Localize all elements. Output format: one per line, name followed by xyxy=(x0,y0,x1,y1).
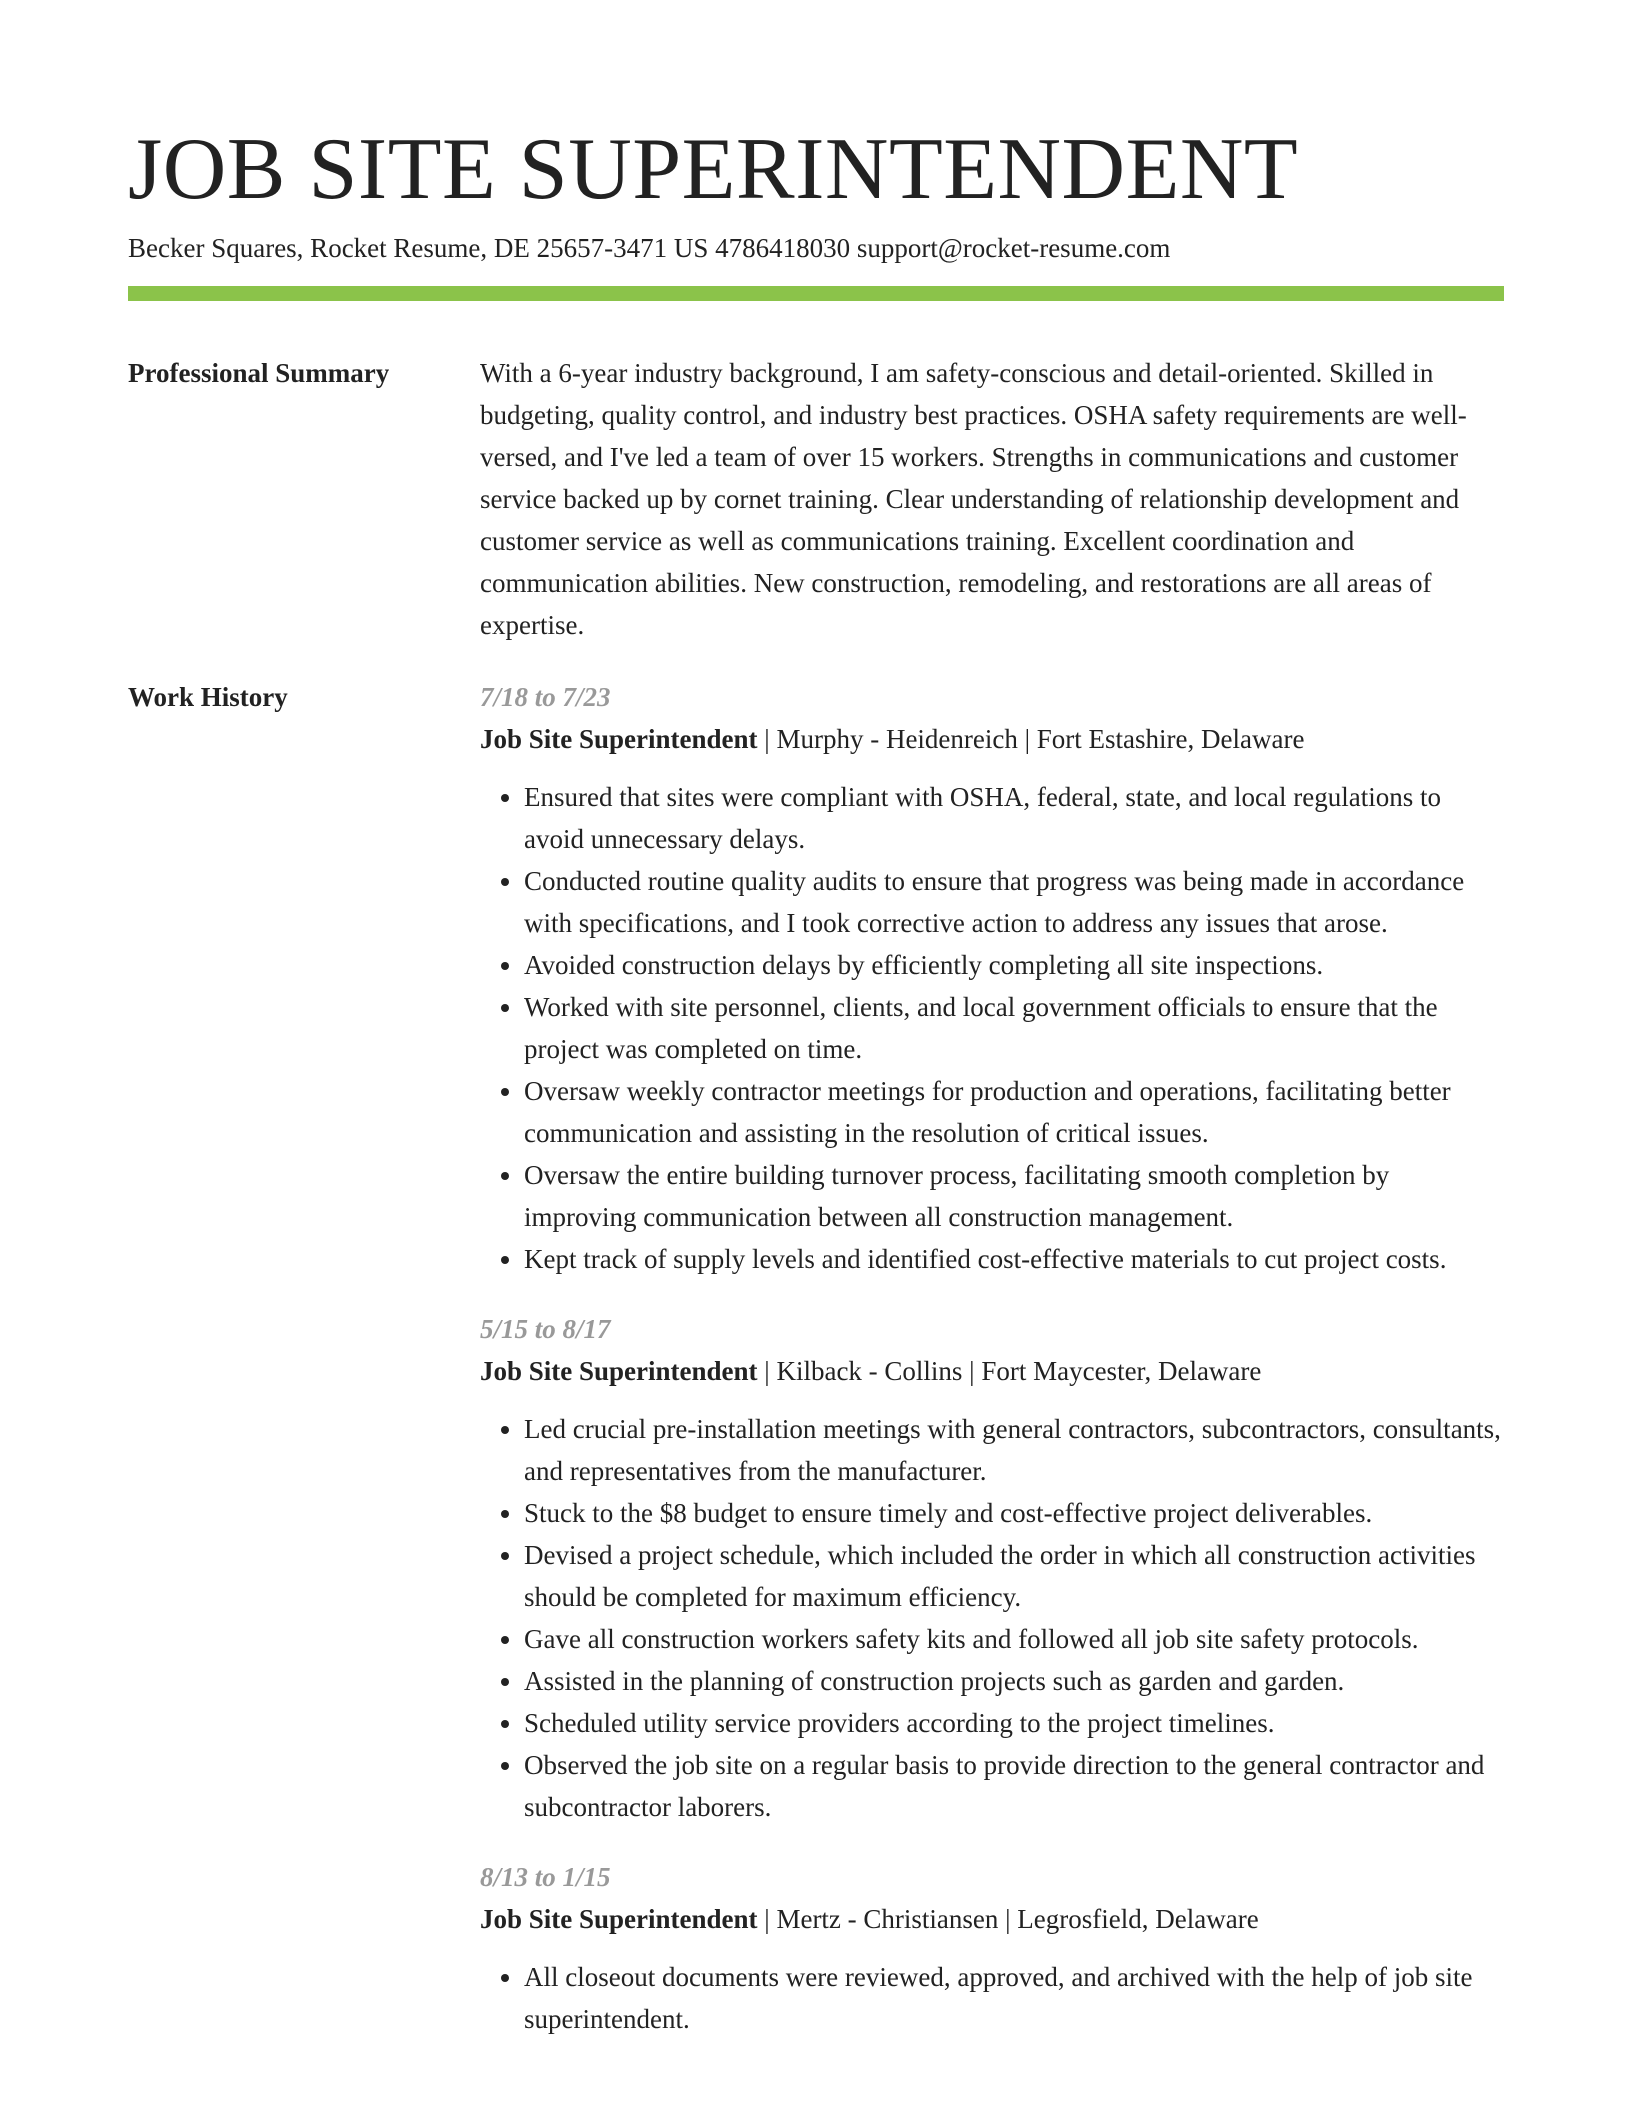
job-dates: 5/15 to 8/17 xyxy=(480,1314,611,1344)
job-title: Job Site Superintendent xyxy=(480,1356,758,1386)
job-bullet: • Avoided construction delays by efficiently completing all site inspections. xyxy=(524,944,1504,986)
summary-body xyxy=(480,352,1504,646)
job-entry xyxy=(480,1856,1504,2040)
job-employer-location: | Mertz - Christiansen | Legrosfield, Delaware xyxy=(757,1904,1259,1934)
job-bullet-list xyxy=(480,1956,1504,2040)
job-bullet: • Worked with site personnel, clients, and local government officials to ensure that the project was completed on time. xyxy=(524,986,1504,1070)
job-bullet: • Scheduled utility service providers according to the project timelines. xyxy=(524,1702,1504,1744)
job-bullet: • Assisted in the planning of construction projects such as garden and garden. xyxy=(524,1660,1504,1702)
job-heading xyxy=(480,1898,1504,1940)
job-title: Job Site Superintendent xyxy=(480,724,758,754)
job-bullet: • Conducted routine quality audits to ensure that progress was being made in accordance with specifications, and I took corrective action to address any issues that arose. xyxy=(524,860,1504,944)
job-bullet: • Ensured that sites were compliant with OSHA, federal, state, and local regulations to avoid unnecessary delays. xyxy=(524,776,1504,860)
job-heading xyxy=(480,718,1504,760)
job-bullet-list xyxy=(480,1408,1504,1828)
summary-text: With a 6-year industry background, I am safety-conscious and detail-oriented. Skilled in budgeting, quality control, and industry best practices. OSHA safety requirements are well-versed, and I've led a team of over 15 workers. Strengths in communications and customer service backed up by cornet training. Clear understanding of relationship development and customer service as well as communications training. Excellent coordination and communication abilities. New construction, remodeling, and restorations are all areas of expertise. xyxy=(480,358,1467,640)
section-heading-work-history: Work History xyxy=(128,682,288,712)
header-divider xyxy=(128,286,1504,301)
job-bullet: • Gave all construction workers safety kits and followed all job site safety protocols. xyxy=(524,1618,1504,1660)
job-bullet: • Oversaw the entire building turnover process, facilitating smooth completion by improving communication between all construction management. xyxy=(524,1154,1504,1238)
job-entry xyxy=(480,676,1504,1280)
work-history-body xyxy=(480,676,1504,2068)
job-bullet: • Stuck to the $8 budget to ensure timely and cost-effective project deliverables. xyxy=(524,1492,1504,1534)
job-bullet: • Oversaw weekly contractor meetings for production and operations, facilitating better communication and assisting in the resolution of critical issues. xyxy=(524,1070,1504,1154)
job-entry xyxy=(480,1308,1504,1828)
job-bullet-list xyxy=(480,776,1504,1280)
section-heading-summary: Professional Summary xyxy=(128,358,390,388)
job-dates: 7/18 to 7/23 xyxy=(480,682,611,712)
resume-name: JOB SITE SUPERINTENDENT xyxy=(128,121,1299,218)
job-dates: 8/13 to 1/15 xyxy=(480,1862,611,1892)
job-bullet: • Observed the job site on a regular basis to provide direction to the general contractor and subcontractor laborers. xyxy=(524,1744,1504,1828)
job-bullet: • All closeout documents were reviewed, approved, and archived with the help of job site superintendent. xyxy=(524,1956,1504,2040)
contact-info: Becker Squares, Rocket Resume, DE 25657-3471 US 4786418030 support@rocket-resume.com xyxy=(128,233,1171,263)
job-title: Job Site Superintendent xyxy=(480,1904,758,1934)
job-bullet: • Devised a project schedule, which included the order in which all construction activities should be completed for maximum efficiency. xyxy=(524,1534,1504,1618)
job-employer-location: | Murphy - Heidenreich | Fort Estashire, Delaware xyxy=(757,724,1305,754)
job-employer-location: | Kilback - Collins | Fort Maycester, Delaware xyxy=(757,1356,1262,1386)
job-bullet: • Kept track of supply levels and identified cost-effective materials to cut project costs. xyxy=(524,1238,1504,1280)
job-heading xyxy=(480,1350,1504,1392)
job-bullet: • Led crucial pre-installation meetings with general contractors, subcontractors, consultants, and representatives from the manufacturer. xyxy=(524,1408,1504,1492)
